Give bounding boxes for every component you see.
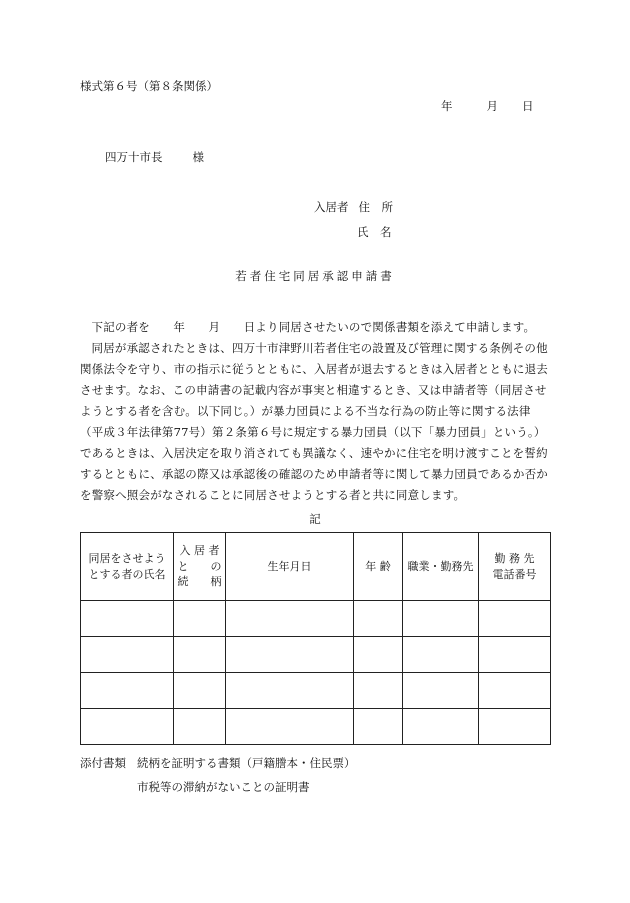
ki-label: 記 xyxy=(309,512,321,526)
cell-occupation[interactable] xyxy=(403,673,479,709)
cell-age[interactable] xyxy=(354,709,403,745)
date-year-label: 年 xyxy=(441,99,453,113)
cell-birthdate[interactable] xyxy=(226,673,354,709)
cell-phone[interactable] xyxy=(479,601,551,637)
cell-age[interactable] xyxy=(354,601,403,637)
name-label: 氏 名 xyxy=(357,225,392,239)
date-month-label: 月 xyxy=(486,99,498,113)
cell-name[interactable] xyxy=(81,709,174,745)
table-row xyxy=(81,709,551,745)
header-relationship xyxy=(174,533,226,601)
header-tel-line-1: 勤 務 先 xyxy=(494,551,535,565)
cell-age[interactable] xyxy=(354,673,403,709)
body-paragraph-1: 下記の者を 年 月 日より同居させたいので関係書類を添えて申請します。 xyxy=(91,320,536,334)
cell-occupation[interactable] xyxy=(403,601,479,637)
header-rel-line-2: と の xyxy=(177,559,222,573)
cell-birthdate[interactable] xyxy=(226,637,354,673)
cell-name[interactable] xyxy=(81,637,174,673)
cell-name[interactable] xyxy=(81,673,174,709)
cell-occupation[interactable] xyxy=(403,637,479,673)
header-name-line-2: とする者の氏名 xyxy=(88,567,166,581)
cell-occupation[interactable] xyxy=(403,709,479,745)
table-header-row xyxy=(81,533,551,601)
cell-birthdate[interactable] xyxy=(226,709,354,745)
applicant-address-line xyxy=(314,201,393,215)
form-number: 様式第６号（第８条関係） xyxy=(80,79,218,93)
table-row xyxy=(81,637,551,673)
header-occupation: 職業・勤務先 xyxy=(403,533,479,601)
cell-phone[interactable] xyxy=(479,673,551,709)
date-day-label: 日 xyxy=(522,99,534,113)
body-text xyxy=(80,317,550,506)
header-name-line-1: 同居をさせよう xyxy=(88,551,166,565)
cell-relation[interactable] xyxy=(174,709,226,745)
cell-relation[interactable] xyxy=(174,637,226,673)
table-row xyxy=(81,673,551,709)
attachment-item: 続柄を証明する書類（戸籍謄本・住民票） xyxy=(137,756,356,770)
attachment-item: 市税等の滞納がないことの証明書 xyxy=(137,780,310,794)
body-paragraph-2: 同居が承認されたときは、四万十市津野川若者住宅の設置及び管理に関する条例その他関係法令を守り、市の指示に従うとともに、入居者が退去するときは入居者とともに退去させます。なお、この申請書の記載内容が事実と相違するとき、又は申請者等（同居させようとする者を含む。以下同じ。）が暴力団員による不当な行為の防止等に関する法律（平成３年法律第77号）第２条第６号に規定する暴力団員（以下「暴力団員」という。）であるときは、入居決定を取り消されても異議なく、速やかに住宅を明け渡すことを誓約するとともに、承認の際又は承認後の確認のため申請者等に関して暴力団員であるか否かを警察へ照会がなされることに同居させようとする者と共に同意します。 xyxy=(80,341,548,502)
attachments-label: 添付書類 xyxy=(80,756,126,770)
cell-birthdate[interactable] xyxy=(226,601,354,637)
addressee-name: 四万十市長 xyxy=(105,150,163,164)
cell-name[interactable] xyxy=(81,601,174,637)
cell-relation[interactable] xyxy=(174,601,226,637)
header-cohabitant-name xyxy=(81,533,174,601)
applicant-name-line xyxy=(357,226,392,240)
header-rel-line-3: 続 柄 xyxy=(177,575,222,589)
cell-age[interactable] xyxy=(354,637,403,673)
header-birthdate: 生年月日 xyxy=(226,533,354,601)
cell-phone[interactable] xyxy=(479,637,551,673)
header-tel-line-2: 電話番号 xyxy=(492,567,537,581)
addressee-honorific: 様 xyxy=(192,150,204,164)
table-row xyxy=(81,601,551,637)
header-work-phone xyxy=(479,533,551,601)
household-table xyxy=(80,532,551,745)
header-rel-line-1: 入 居 者 xyxy=(179,543,220,557)
date-line xyxy=(441,100,534,114)
applicant-label: 入居者 xyxy=(314,200,349,214)
cell-relation[interactable] xyxy=(174,673,226,709)
addressee xyxy=(105,151,204,165)
cell-phone[interactable] xyxy=(479,709,551,745)
header-age: 年 齢 xyxy=(354,533,403,601)
document-title: 若者住宅同居承認申請書 xyxy=(235,269,395,283)
address-label: 住 所 xyxy=(358,200,393,214)
